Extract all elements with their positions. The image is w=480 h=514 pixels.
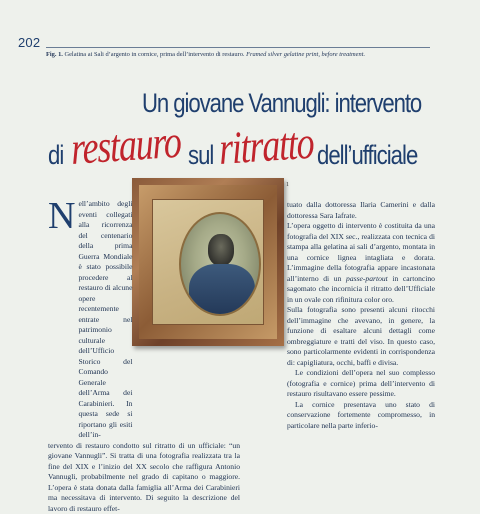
page-number: 202 bbox=[18, 35, 40, 50]
title-word-sul: sul bbox=[188, 140, 213, 171]
title-line-1: Un giovane Vannugli: intervento bbox=[142, 88, 421, 119]
left-column bbox=[48, 199, 240, 514]
right-paragraph-2: L’opera oggetto di intervento è costituita da una fotografia del XIX sec., realizzata con tecnica di stampa alla gelatina ai sali d’argento, montata in una cornice lignea intagliata e dorata. L’immagine della fotografia appare incastonata all’interno di un passe-partout in cartoncino sagomato che incornicia il ritratto dell’Ufficiale in un ovale con rifinitura color oro. bbox=[287, 221, 435, 305]
left-narrow-text: ell’ambito degli eventi collegati alla ricorrenza del centenario della prima Guerra Mondiale è stato possibile procedere al restauro di alcune opere recentemente entrate nel patrimonio culturale dell’Ufficio Storico del Comando Generale dell’Arma dei Carabinieri. In questa sede si riportano gli esiti dell’in- bbox=[78, 199, 132, 441]
caption-label: Fig. 1. bbox=[46, 51, 63, 58]
title-word-ufficiale: dell’ufficiale bbox=[317, 140, 417, 171]
caption-italian: Gelatina ai Sali d’argento in cornice, prima dell’intervento di restauro. bbox=[64, 51, 244, 58]
caption-english: Framed silver gelatine print, before treatment. bbox=[246, 51, 365, 58]
right-paragraph-5: La cornice presentava uno stato di conservazione fortemente compromesso, in particolare nella parte inferio- bbox=[287, 400, 435, 432]
right-paragraph-1: tuato dalla dottoressa Ilaria Camerini e dalla dottoressa Sara Iafrate. bbox=[287, 200, 435, 221]
right-paragraph-3: Sulla fotografia sono presenti alcuni ritocchi dell’immagine che avevano, in genere, la funzione di esaltare alcuni dettagli come ombreggiature e tratti del viso. In questo caso, sono particolarmente evidenti in corrispondenza di: capigliatura, occhi, baffi e divisa. bbox=[287, 305, 435, 368]
figure-marker: 1 bbox=[286, 182, 289, 188]
title-word-di: di bbox=[48, 140, 63, 171]
drop-cap: N bbox=[48, 201, 75, 231]
left-wide-text: tervento di restauro condotto sul ritratto di un ufficiale: “un giovane Vannugli”. Si tratta di una fotografia realizzata tra la fine del XIX e l’inizio del XX secolo che raffigura Antonio Vannugli, probabilmente nel grado di capitano o maggiore. L’opera è stata donata dalla famiglia all’Arma dei Carabinieri ma necessitava di intervento. Di seguito la descrizione del lavoro di restauro effet- bbox=[48, 441, 240, 514]
title-word-ritratto: ritratto bbox=[218, 116, 314, 175]
right-paragraph-4: Le condizioni dell’opera nel suo complesso (fotografia e cornice) prima dell’intervento di restauro risultavano essere pessime. bbox=[287, 368, 435, 400]
top-rule bbox=[46, 47, 430, 48]
right-column bbox=[287, 200, 435, 431]
figure-caption bbox=[46, 51, 446, 58]
title-line-2 bbox=[48, 112, 448, 182]
title-word-restauro: restauro bbox=[70, 115, 182, 175]
